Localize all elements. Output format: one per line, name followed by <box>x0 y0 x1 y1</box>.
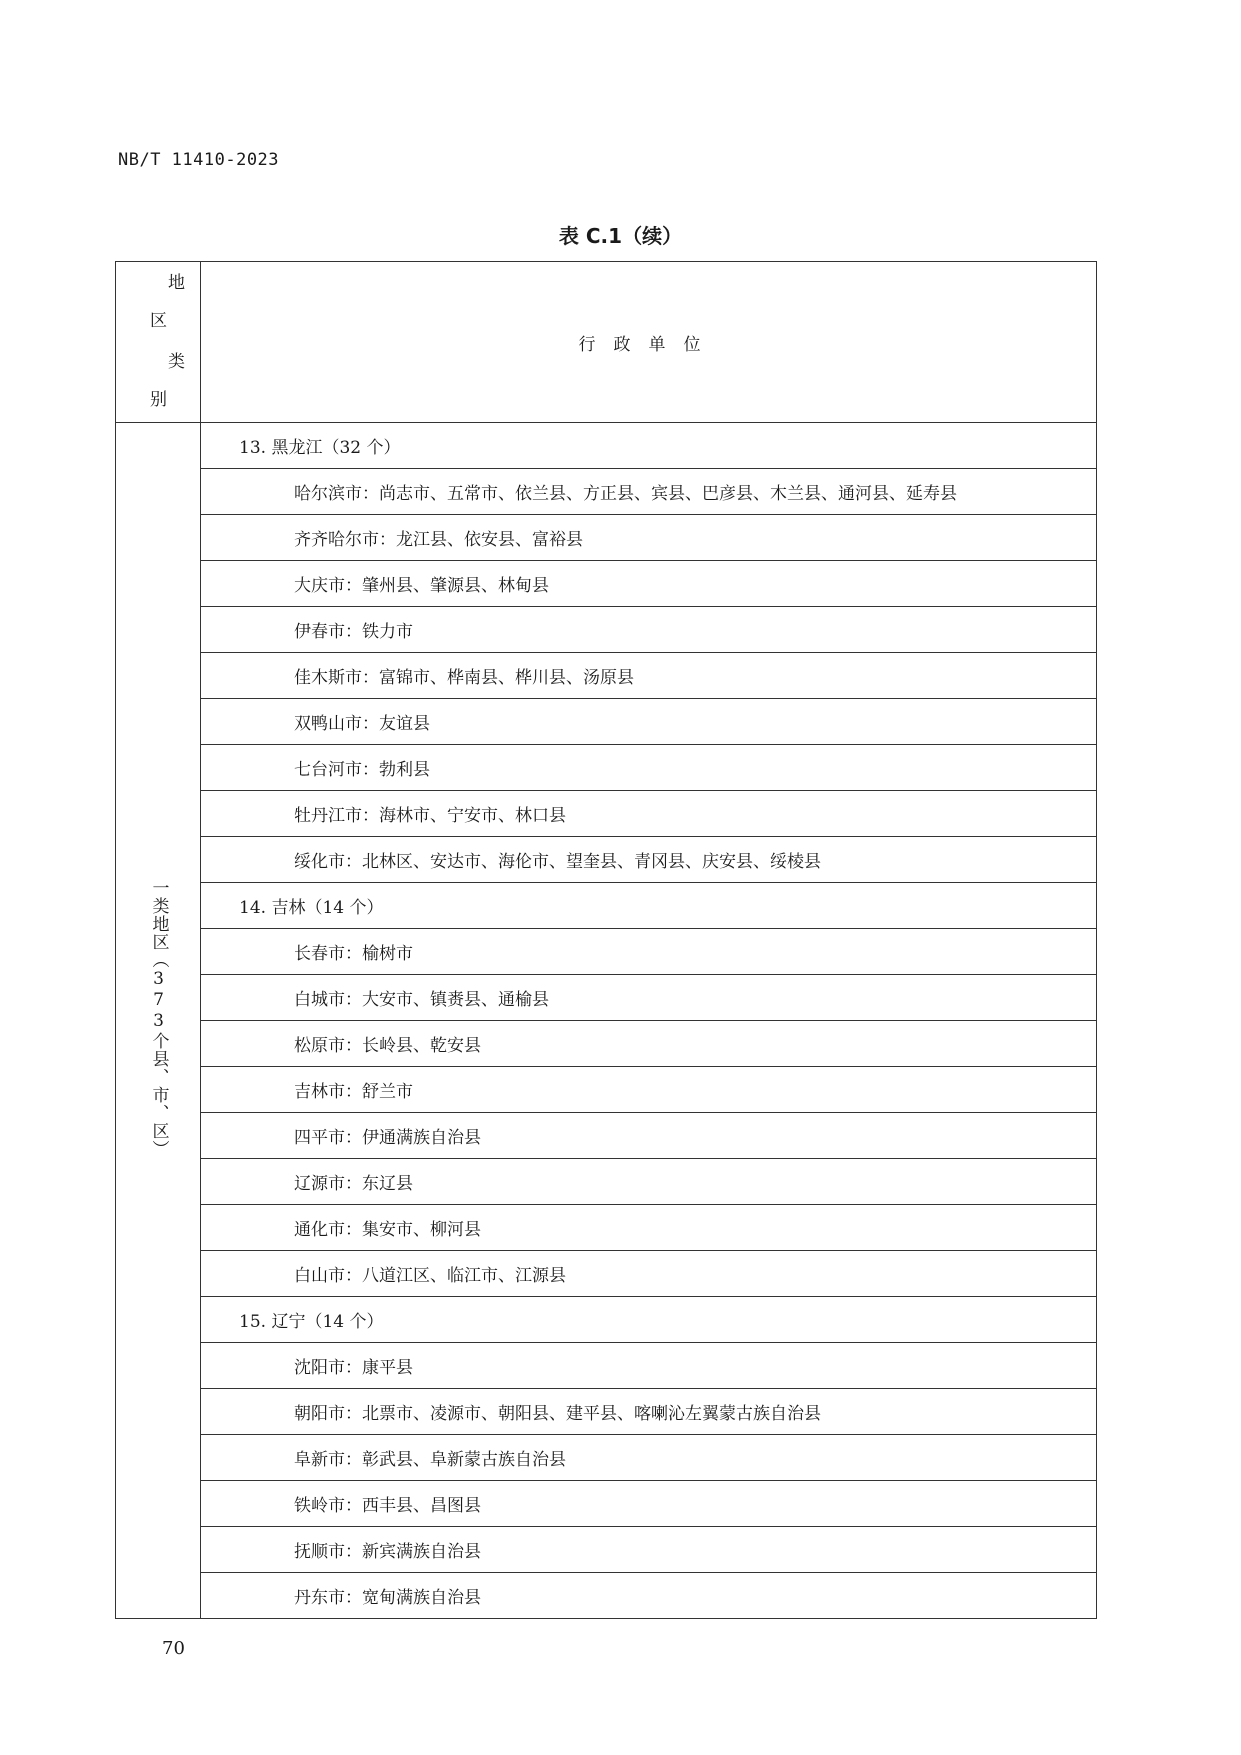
city-entry: 抚顺市：新宾满族自治县 <box>201 1527 1097 1573</box>
city-row <box>116 1573 1097 1619</box>
city-row <box>116 929 1097 975</box>
table-caption: 表 C.1（续） <box>558 224 683 248</box>
province-row <box>116 423 1097 469</box>
admin-units-table <box>115 261 1097 1619</box>
city-entry: 通化市：集安市、柳河县 <box>201 1205 1097 1251</box>
header-category-char: 地 <box>168 273 185 293</box>
city-row <box>116 1159 1097 1205</box>
city-row <box>116 515 1097 561</box>
city-entry: 松原市：长岭县、乾安县 <box>201 1021 1097 1067</box>
city-row <box>116 1435 1097 1481</box>
city-entry: 阜新市：彰武县、阜新蒙古族自治县 <box>201 1435 1097 1481</box>
province-heading: 14. 吉林（14 个） <box>201 883 1097 929</box>
city-entry: 白山市：八道江区、临江市、江源县 <box>201 1251 1097 1297</box>
city-row <box>116 607 1097 653</box>
city-entry: 沈阳市：康平县 <box>201 1343 1097 1389</box>
city-row <box>116 1389 1097 1435</box>
city-entry: 佳木斯市：富锦市、桦南县、桦川县、汤原县 <box>201 653 1097 699</box>
province-heading: 13. 黑龙江（32 个） <box>201 423 1097 469</box>
city-row <box>116 1481 1097 1527</box>
city-entry: 绥化市：北林区、安达市、海伦市、望奎县、青冈县、庆安县、绥棱县 <box>201 837 1097 883</box>
city-row <box>116 1251 1097 1297</box>
city-row <box>116 975 1097 1021</box>
city-row <box>116 1343 1097 1389</box>
city-entry: 白城市：大安市、镇赉县、通榆县 <box>201 975 1097 1021</box>
city-entry: 齐齐哈尔市：龙江县、依安县、富裕县 <box>201 515 1097 561</box>
province-row <box>116 883 1097 929</box>
city-row <box>116 1527 1097 1573</box>
city-entry: 长春市：榆树市 <box>201 929 1097 975</box>
page-number: 70 <box>162 1638 185 1659</box>
city-entry: 七台河市：勃利县 <box>201 745 1097 791</box>
city-row <box>116 1067 1097 1113</box>
city-row <box>116 699 1097 745</box>
city-row <box>116 1205 1097 1251</box>
city-entry: 铁岭市：西丰县、昌图县 <box>201 1481 1097 1527</box>
province-heading: 15. 辽宁（14 个） <box>201 1297 1097 1343</box>
city-row <box>116 469 1097 515</box>
header-category-char: 区 <box>150 311 167 331</box>
table-header-row <box>116 262 1097 423</box>
region-category-cell <box>116 423 201 1619</box>
region-category-label: 一类地区（373个县、市、区） <box>148 878 169 1158</box>
city-row <box>116 653 1097 699</box>
city-row <box>116 561 1097 607</box>
city-entry: 双鸭山市：友谊县 <box>201 699 1097 745</box>
city-entry: 大庆市：肇州县、肇源县、林甸县 <box>201 561 1097 607</box>
header-category-char: 别 <box>150 390 167 410</box>
city-entry: 哈尔滨市：尚志市、五常市、依兰县、方正县、宾县、巴彦县、木兰县、通河县、延寿县 <box>201 469 1097 515</box>
city-entry: 伊春市：铁力市 <box>201 607 1097 653</box>
city-entry: 丹东市：宽甸满族自治县 <box>201 1573 1097 1619</box>
header-region-category <box>116 262 201 423</box>
city-row <box>116 745 1097 791</box>
standard-code: NB/T 11410-2023 <box>118 150 280 170</box>
city-row <box>116 1113 1097 1159</box>
city-row <box>116 1021 1097 1067</box>
province-row <box>116 1297 1097 1343</box>
city-entry: 辽源市：东辽县 <box>201 1159 1097 1205</box>
city-entry: 牡丹江市：海林市、宁安市、林口县 <box>201 791 1097 837</box>
city-row <box>116 791 1097 837</box>
city-entry: 朝阳市：北票市、凌源市、朝阳县、建平县、喀喇沁左翼蒙古族自治县 <box>201 1389 1097 1435</box>
city-entry: 吉林市：舒兰市 <box>201 1067 1097 1113</box>
header-category-char: 类 <box>168 352 185 372</box>
header-admin-units: 行政单位 <box>201 262 1097 423</box>
city-row <box>116 837 1097 883</box>
city-entry: 四平市：伊通满族自治县 <box>201 1113 1097 1159</box>
